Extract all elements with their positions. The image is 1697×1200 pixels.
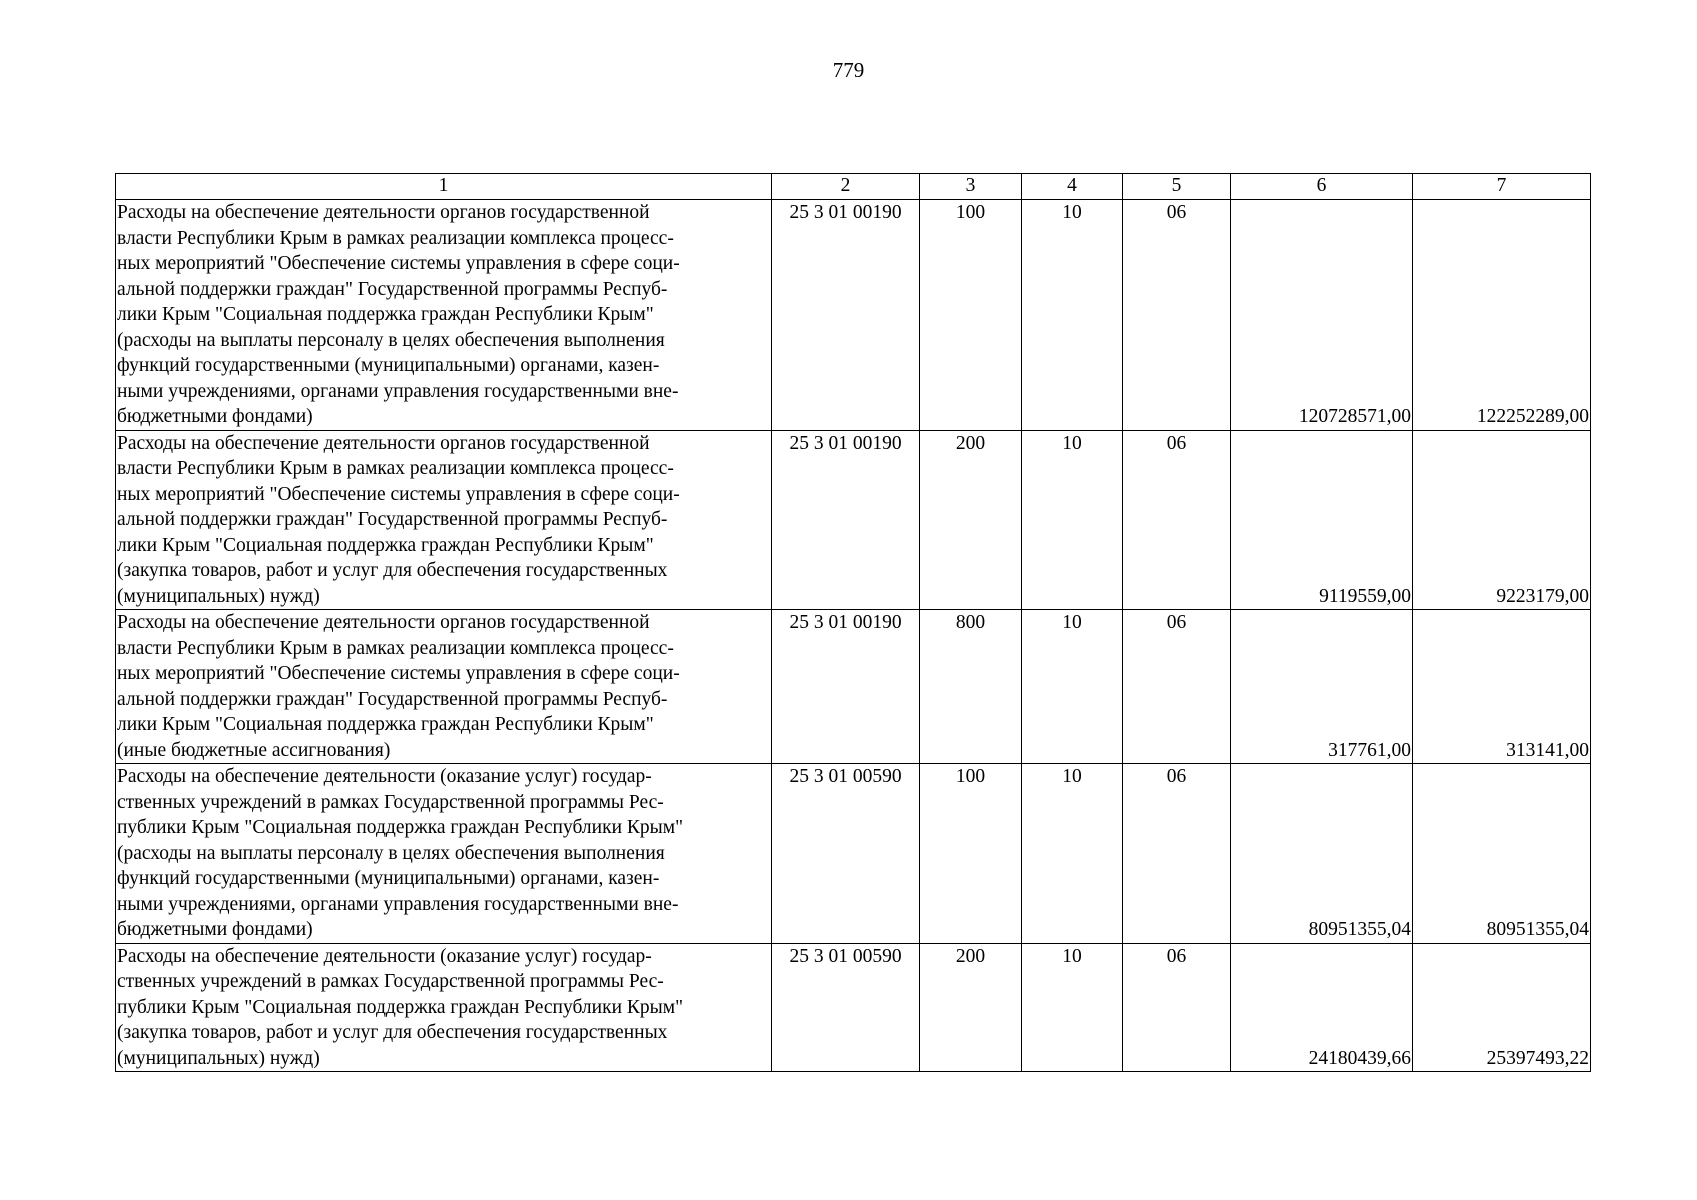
expense-type-code: 200 xyxy=(920,943,1022,1072)
description-line: Расходы на обеспечение деятельности (оказание услуг) государ- xyxy=(117,766,652,787)
column-header-7: 7 xyxy=(1413,174,1591,200)
description-line: лики Крым "Социальная поддержка граждан Республики Крым" xyxy=(117,714,654,735)
row-description xyxy=(116,200,772,431)
subsection-code: 06 xyxy=(1123,430,1231,610)
expense-type-code: 200 xyxy=(920,430,1022,610)
description-line: ных мероприятий "Обеспечение системы управления в сфере соци- xyxy=(117,253,680,274)
amount-column-7: 122252289,00 xyxy=(1413,200,1591,431)
subsection-code: 06 xyxy=(1123,610,1231,764)
page-number: 779 xyxy=(832,58,865,82)
description-line: (иные бюджетные ассигнования) xyxy=(117,739,391,761)
column-header-5: 5 xyxy=(1123,174,1231,200)
column-header-3: 3 xyxy=(920,174,1022,200)
description-line: ственных учреждений в рамках Государственной программы Рес- xyxy=(117,791,664,813)
description-line: публики Крым "Социальная поддержка граждан Республики Крым" xyxy=(117,817,684,838)
target-article-code: 25 3 01 00190 xyxy=(772,200,920,431)
amount-column-6: 80951355,04 xyxy=(1231,764,1413,944)
description-line: (муниципальных) нужд) xyxy=(117,1047,320,1069)
expense-type-code: 100 xyxy=(920,764,1022,944)
description-line: альной поддержки граждан" Государственной программы Респуб- xyxy=(117,278,668,300)
amount-column-7: 80951355,04 xyxy=(1413,764,1591,944)
description-line: функций государственными (муниципальными) органами, казен- xyxy=(117,868,660,889)
subsection-code: 06 xyxy=(1123,943,1231,1072)
table-row xyxy=(116,610,1591,764)
description-line: Расходы на обеспечение деятельности органов государственной xyxy=(117,202,650,223)
column-header-6: 6 xyxy=(1231,174,1413,200)
row-description xyxy=(116,430,772,610)
amount-column-6: 24180439,66 xyxy=(1231,943,1413,1072)
description-line: публики Крым "Социальная поддержка граждан Республики Крым" xyxy=(117,996,684,1018)
target-article-code: 25 3 01 00190 xyxy=(772,430,920,610)
expense-type-code: 100 xyxy=(920,200,1022,431)
table-row xyxy=(116,430,1591,610)
description-line: Расходы на обеспечение деятельности (оказание услуг) государ- xyxy=(117,945,652,967)
column-header-2: 2 xyxy=(772,174,920,200)
row-description xyxy=(116,764,772,944)
amount-column-7: 25397493,22 xyxy=(1413,943,1591,1072)
description-line: (закупка товаров, работ и услуг для обеспечения государственных xyxy=(117,1022,668,1043)
description-line: ных мероприятий "Обеспечение системы управления в сфере соци- xyxy=(117,483,680,505)
table-row xyxy=(116,200,1591,431)
row-description xyxy=(116,943,772,1072)
section-code: 10 xyxy=(1022,943,1123,1072)
description-line: функций государственными (муниципальными) органами, казен- xyxy=(117,355,660,376)
section-code: 10 xyxy=(1022,430,1123,610)
description-line: власти Республики Крым в рамках реализации комплекса процесс- xyxy=(117,227,674,249)
column-header-4: 4 xyxy=(1022,174,1123,200)
description-line: ными учреждениями, органами управления государственными вне- xyxy=(117,380,679,402)
description-line: (муниципальных) нужд) xyxy=(117,585,320,607)
section-code: 10 xyxy=(1022,610,1123,764)
column-header-1: 1 xyxy=(116,174,772,200)
description-line: бюджетными фондами) xyxy=(117,919,313,940)
description-line: (закупка товаров, работ и услуг для обеспечения государственных xyxy=(117,560,668,581)
amount-column-7: 313141,00 xyxy=(1413,610,1591,764)
section-code: 10 xyxy=(1022,764,1123,944)
table-row xyxy=(116,764,1591,944)
subsection-code: 06 xyxy=(1123,764,1231,944)
table-header-row xyxy=(116,174,1591,200)
description-line: альной поддержки граждан" Государственной программы Респуб- xyxy=(117,688,668,710)
amount-column-6: 120728571,00 xyxy=(1231,200,1413,431)
description-line: (расходы на выплаты персоналу в целях обеспечения выполнения xyxy=(117,842,665,864)
amount-column-7: 9223179,00 xyxy=(1413,430,1591,610)
description-line: ственных учреждений в рамках Государственной программы Рес- xyxy=(117,971,664,992)
description-line: лики Крым "Социальная поддержка граждан Республики Крым" xyxy=(117,304,654,325)
description-line: ных мероприятий "Обеспечение системы управления в сфере соци- xyxy=(117,663,680,684)
description-line: альной поддержки граждан" Государственной программы Респуб- xyxy=(117,509,668,530)
description-line: лики Крым "Социальная поддержка граждан Республики Крым" xyxy=(117,534,654,556)
description-line: власти Республики Крым в рамках реализации комплекса процесс- xyxy=(117,637,674,659)
table-row xyxy=(116,943,1591,1072)
description-line: бюджетными фондами) xyxy=(117,406,313,427)
description-line: власти Республики Крым в рамках реализации комплекса процесс- xyxy=(117,458,674,479)
budget-table xyxy=(115,173,1591,1072)
section-code: 10 xyxy=(1022,200,1123,431)
target-article-code: 25 3 01 00590 xyxy=(772,943,920,1072)
description-line: ными учреждениями, органами управления государственными вне- xyxy=(117,893,679,915)
amount-column-6: 9119559,00 xyxy=(1231,430,1413,610)
description-line: Расходы на обеспечение деятельности органов государственной xyxy=(117,612,650,633)
target-article-code: 25 3 01 00590 xyxy=(772,764,920,944)
row-description xyxy=(116,610,772,764)
description-line: Расходы на обеспечение деятельности органов государственной xyxy=(117,432,650,454)
target-article-code: 25 3 01 00190 xyxy=(772,610,920,764)
subsection-code: 06 xyxy=(1123,200,1231,431)
expense-type-code: 800 xyxy=(920,610,1022,764)
amount-column-6: 317761,00 xyxy=(1231,610,1413,764)
description-line: (расходы на выплаты персоналу в целях обеспечения выполнения xyxy=(117,329,665,351)
